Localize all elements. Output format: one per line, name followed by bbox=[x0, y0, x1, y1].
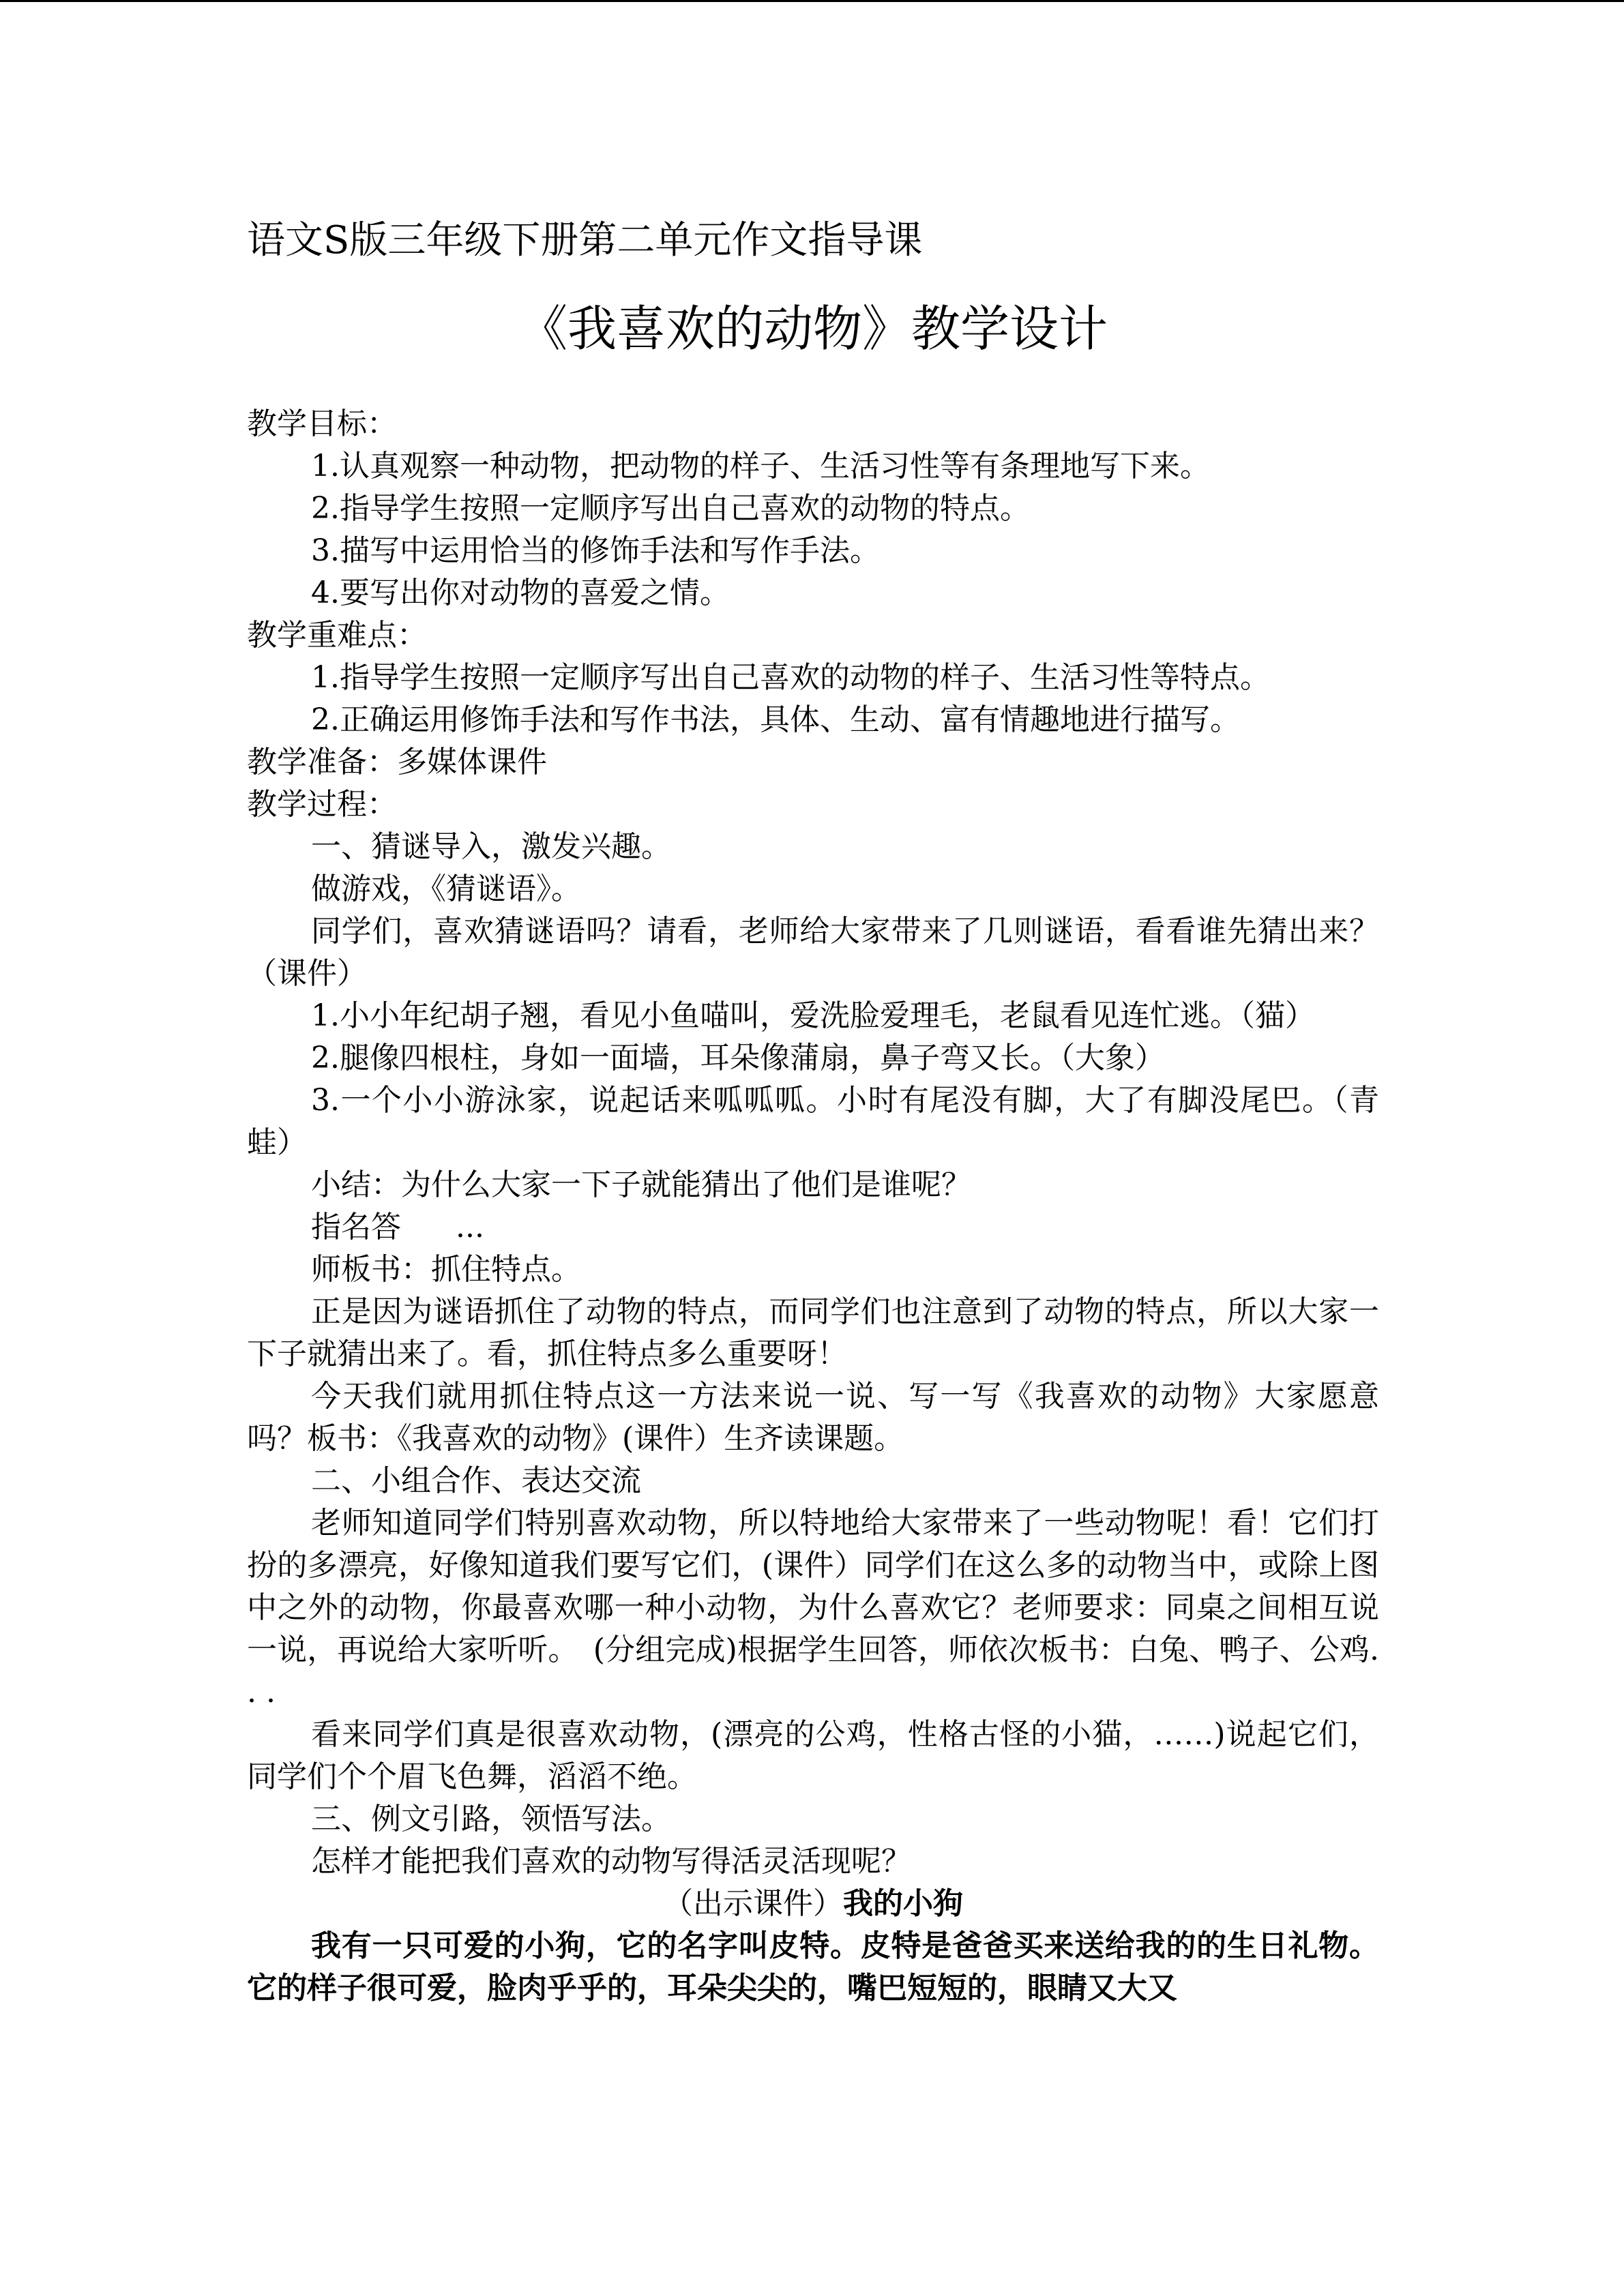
answer-line bbox=[247, 1206, 1379, 1249]
preparation-line: 教学准备：多媒体课件 bbox=[247, 745, 547, 779]
document-content bbox=[247, 207, 1379, 2010]
key-point-item: 1.指导学生按照一定顺序写出自己喜欢的动物的样子、生活习性等特点。 bbox=[311, 660, 1270, 695]
answer-label: 指名答 bbox=[311, 1210, 401, 1244]
topic-paragraph: 今天我们就用抓住特点这一方法来说一说、写一写《我喜欢的动物》大家愿意吗？板书：《我喜欢的动物》(课件）生齐读课题。 bbox=[247, 1379, 1379, 1456]
document-header: 语文S版三年级下册第二单元作文指导课 bbox=[247, 218, 923, 263]
goal-item: 2.指导学生按照一定顺序写出自己喜欢的动物的特点。 bbox=[311, 491, 1030, 526]
riddle-item: 1.小小年纪胡子翘，看见小鱼喵叫，爱洗脸爱理毛，老鼠看见连忙逃。（猫） bbox=[311, 998, 1315, 1033]
goals-heading: 教学目标： bbox=[247, 406, 397, 441]
process-heading: 教学过程： bbox=[247, 787, 397, 822]
discussion-paragraph: 老师知道同学们特别喜欢动物，所以特地给大家带来了一些动物呢！看！它们打扮的多漂亮，好像知道我们要写它们，(课件）同学们在这么多的动物当中，或除上图中之外的动物，你最喜欢哪一种小动物，为什么喜欢它？老师要求：同桌之间相互说一说，再说给大家听听。 (分组完成)根据学生回答，师依次板书：白兔、鸭子、公鸡. . . bbox=[247, 1506, 1379, 1710]
section-title: 二、小组合作、表达交流 bbox=[311, 1463, 641, 1498]
goal-item: 3.描写中运用恰当的修饰手法和写作手法。 bbox=[311, 533, 880, 568]
answer-ellipsis: ... bbox=[456, 1210, 484, 1244]
board-line: 师板书：抓住特点。 bbox=[311, 1252, 581, 1287]
summary-line: 小结：为什么大家一下子就能猜出了他们是谁呢？ bbox=[311, 1167, 971, 1202]
goal-item: 1.认真观察一种动物，把动物的样子、生活习性等有条理地写下来。 bbox=[311, 449, 1210, 483]
section-title: 三、例文引路，领悟写法。 bbox=[311, 1802, 671, 1836]
example-prefix: （出示课件） bbox=[663, 1886, 843, 1921]
example-paragraph: 我有一只可爱的小狗，它的名字叫皮特。皮特是爸爸买来送给我的的生日礼物。它的样子很可爱，脸肉乎乎的，耳朵尖尖的，嘴巴短短的，眼睛又大又 bbox=[247, 1928, 1379, 2006]
discussion-paragraph: 看来同学们真是很喜欢动物，(漂亮的公鸡，性格古怪的小猫，……)说起它们，同学们个个眉飞色舞，滔滔不绝。 bbox=[247, 1717, 1379, 1794]
example-title-line bbox=[247, 1883, 1379, 1925]
goal-item: 4.要写出你对动物的喜爱之情。 bbox=[311, 576, 730, 610]
riddle-item: 2.腿像四根柱，身如一面墙，耳朵像蒲扇，鼻子弯又长。（大象） bbox=[311, 1041, 1165, 1075]
example-title: 我的小狗 bbox=[843, 1886, 963, 1921]
key-points-heading: 教学重难点： bbox=[247, 618, 427, 653]
riddle-item: 3.一个小小游泳家，说起话来呱呱呱。小时有尾没有脚，大了有脚没尾巴。（青蛙） bbox=[247, 1083, 1379, 1160]
key-point-item: 2.正确运用修饰手法和写作书法，具体、生动、富有情趣地进行描写。 bbox=[311, 702, 1240, 737]
explain-paragraph: 正是因为谜语抓住了动物的特点，而同学们也注意到了动物的特点，所以大家一下子就猜出来了。看，抓住特点多么重要呀！ bbox=[247, 1294, 1379, 1371]
question-line: 怎样才能把我们喜欢的动物写得活灵活现呢？ bbox=[311, 1844, 911, 1879]
document-title: 《我喜欢的动物》教学设计 bbox=[518, 300, 1108, 357]
section-title: 一、猜谜导入，激发兴趣。 bbox=[311, 829, 671, 864]
game-line: 做游戏，《猜谜语》。 bbox=[311, 871, 581, 906]
riddle-intro: 同学们，喜欢猜谜语吗？请看，老师给大家带来了几则谜语，看看谁先猜出来？（课件） bbox=[247, 914, 1379, 991]
